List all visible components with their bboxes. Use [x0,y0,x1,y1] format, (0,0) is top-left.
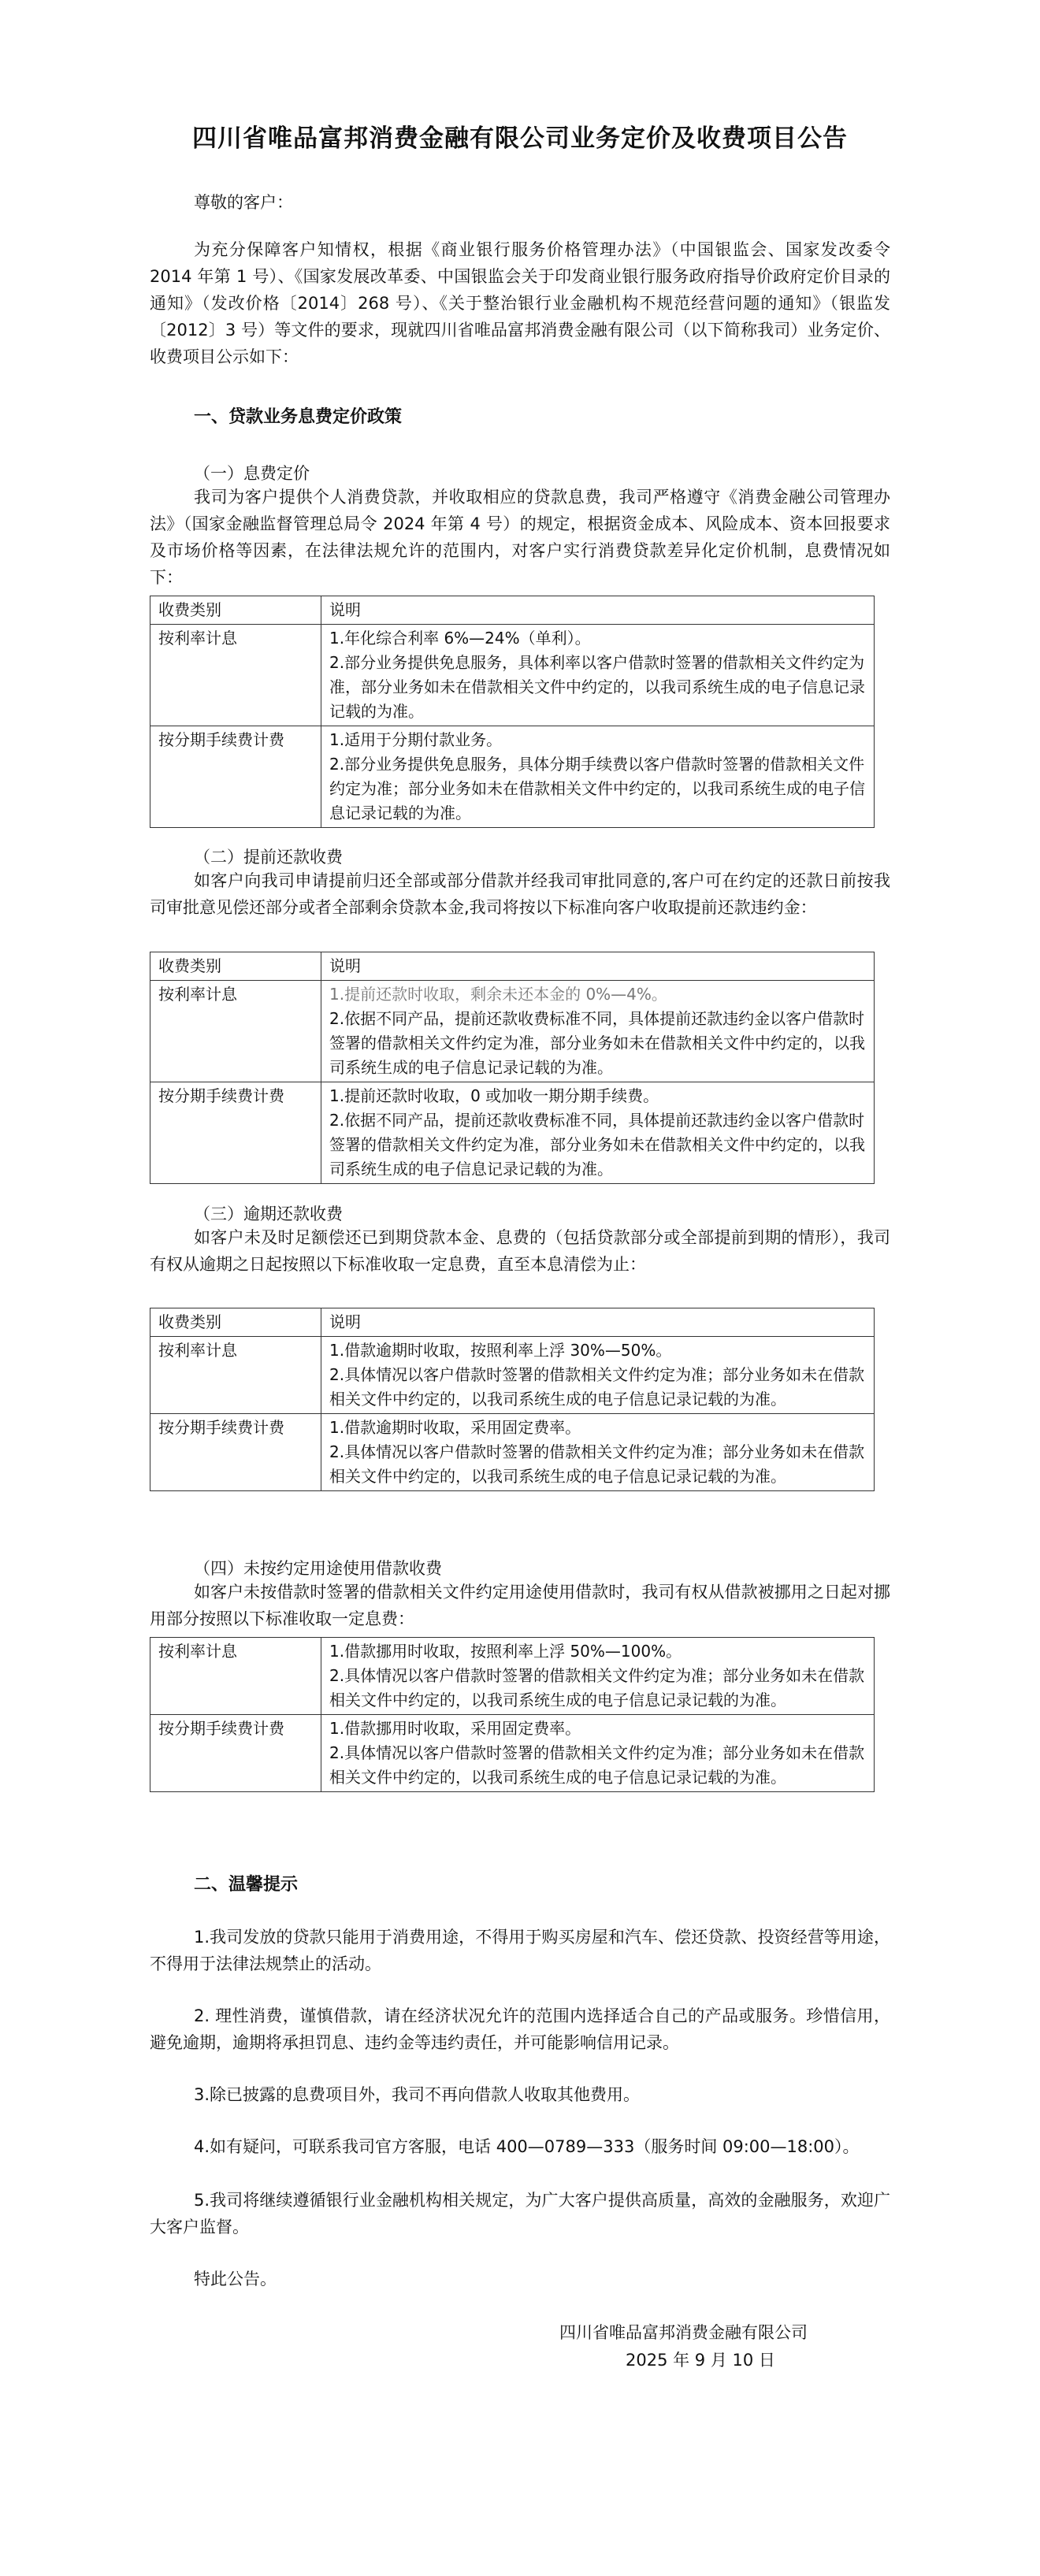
description-line: 2.具体情况以客户借款时签署的借款相关文件约定为准；部分业务如未在借款相关文件中约定的，以我司系统生成的电子信息记录记载的为准。 [329,1365,865,1409]
signature-company: 四川省唯品富邦消费金融有限公司 [559,2323,808,2342]
col-header-category: 收费类别 [150,952,321,981]
sub2-fee-table [150,952,875,1184]
description-line: 1.借款逾期时收取，采用固定费率。 [329,1418,581,1437]
description-line: 1.借款逾期时收取，按照利率上浮 30%—50%。 [329,1341,672,1360]
sub4-fee-table [150,1637,875,1792]
col-header-category: 收费类别 [150,596,321,625]
table-header-row [150,952,875,981]
row-description [321,1638,875,1715]
sub4-heading: （四）未按约定用途使用借款收费 [194,1559,442,1578]
greeting-text: 尊敬的客户： [194,193,293,212]
description-line: 2.依据不同产品，提前还款收费标准不同，具体提前还款违约金以客户借款时签署的借款相关文件约定为准，部分业务如未在借款相关文件中约定的，以我司系统生成的电子信息记录记载的为准。 [329,1009,865,1077]
col-header-description: 说明 [321,1308,875,1337]
sub3-paragraph: 如客户未及时足额偿还已到期贷款本金、息费的（包括贷款部分或全部提前到期的情形），我司有权从逾期之日起按照以下标准收取一定息费，直至本息清偿为止： [150,1228,890,1274]
table-row [150,1082,875,1184]
description-line: 1.借款挪用时收取，按照利率上浮 50%—100%。 [329,1642,682,1661]
tip-item-3: 3.除已披露的息费项目外，我司不再向借款人收取其他费用。 [194,2085,641,2104]
table-row [150,726,875,828]
row-category: 按利率计息 [150,981,321,1082]
col-header-category: 收费类别 [150,1308,321,1337]
sub2-paragraph: 如客户向我司申请提前归还全部或部分借款并经我司审批同意的,客户可在约定的还款日前按我司审批意见偿还部分或者全部剩余贷款本金,我司将按以下标准向客户收取提前还款违约金： [150,871,890,917]
col-header-description: 说明 [321,596,875,625]
sub4-paragraph: 如客户未按借款时签署的借款相关文件约定用途使用借款时，我司有权从借款被挪用之日起对挪用部分按照以下标准收取一定息费： [150,1583,890,1628]
description-line: 1.适用于分期付款业务。 [329,730,503,749]
row-category: 按利率计息 [150,1638,321,1715]
section1-heading: 一、贷款业务息费定价政策 [194,407,403,427]
row-description [321,625,875,726]
description-line: 1.提前还款时收取，剩余未还本金的 0%—4%。 [329,985,667,1004]
description-line: 2.依据不同产品，提前还款收费标准不同，具体提前还款违约金以客户借款时签署的借款相关文件约定为准，部分业务如未在借款相关文件中约定的，以我司系统生成的电子信息记录记载的为准。 [329,1111,865,1179]
row-category: 按分期手续费计费 [150,1414,321,1491]
table-row [150,1414,875,1491]
table-row [150,981,875,1082]
section2-heading: 二、温馨提示 [194,1875,299,1895]
row-category: 按利率计息 [150,625,321,726]
tip-item-2: 2. 理性消费，谨慎借款，请在经济状况允许的范围内选择适合自己的产品或服务。珍惜信用，避免逾期，逾期将承担罚息、违约金等违约责任，并可能影响信用记录。 [150,2006,890,2052]
description-line: 2.具体情况以客户借款时签署的借款相关文件约定为准；部分业务如未在借款相关文件中约定的，以我司系统生成的电子信息记录记载的为准。 [329,1743,865,1787]
sub3-fee-table [150,1308,875,1491]
table-header-row [150,596,875,625]
description-line: 2.具体情况以客户借款时签署的借款相关文件约定为准；部分业务如未在借款相关文件中约定的，以我司系统生成的电子信息记录记载的为准。 [329,1666,865,1709]
table-row [150,1337,875,1414]
row-description [321,981,875,1082]
row-description [321,1715,875,1792]
closing-text: 特此公告。 [194,2270,277,2288]
row-description [321,1414,875,1491]
intro-paragraph: 为充分保障客户知情权，根据《商业银行服务价格管理办法》（中国银监会、国家发改委令 2014 年第 1 号）、《国家发展改革委、中国银监会关于印发商业银行服务政府指导价政府定价目录的通知》（发改价格〔2014〕268 号）、《关于整治银行业金融机构不规范经营问题的通知》（银监发〔2012〕3 号）等文件的要求，现就四川省唯品富邦消费金融有限公司（以下简称我司）业务定价、收费项目公示如下： [150,240,890,366]
description-line: 2.部分业务提供免息服务，具体利率以客户借款时签署的借款相关文件约定为准，部分业务如未在借款相关文件中约定的，以我司系统生成的电子信息记录记载的为准。 [329,653,865,721]
description-line: 1.年化综合利率 6%—24%（单利）。 [329,629,591,648]
row-category: 按利率计息 [150,1337,321,1414]
description-line: 1.借款挪用时收取，采用固定费率。 [329,1719,581,1738]
description-line: 1.提前还款时收取，0 或加收一期分期手续费。 [329,1086,659,1105]
table-row [150,625,875,726]
description-line: 2.具体情况以客户借款时签署的借款相关文件约定为准；部分业务如未在借款相关文件中约定的，以我司系统生成的电子信息记录记载的为准。 [329,1442,865,1486]
row-description [321,1082,875,1184]
table-row [150,1715,875,1792]
tip-item-1: 1.我司发放的贷款只能用于消费用途，不得用于购买房屋和汽车、偿还贷款、投资经营等用途，不得用于法律法规禁止的活动。 [150,1928,890,1973]
signature-date: 2025 年 9 月 10 日 [626,2351,775,2370]
row-category: 按分期手续费计费 [150,1715,321,1792]
sub3-heading: （三）逾期还款收费 [194,1204,343,1223]
sub1-fee-table [150,596,875,828]
description-line: 2.部分业务提供免息服务，具体分期手续费以客户借款时签署的借款相关文件约定为准；部分业务如未在借款相关文件中约定的，以我司系统生成的电子信息记录记载的为准。 [329,755,865,822]
row-category: 按分期手续费计费 [150,726,321,828]
table-row [150,1638,875,1715]
page-title: 四川省唯品富邦消费金融有限公司业务定价及收费项目公告 [192,124,848,153]
sub2-heading: （二）提前还款收费 [194,848,343,867]
row-description [321,726,875,828]
row-description [321,1337,875,1414]
row-category: 按分期手续费计费 [150,1082,321,1184]
tip-item-5: 5.我司将继续遵循银行业金融机构相关规定，为广大客户提供高质量，高效的金融服务，欢迎广大客户监督。 [150,2191,890,2236]
tip-item-4: 4.如有疑问，可联系我司官方客服，电话 400—0789—333（服务时间 09:00—18:00）。 [194,2137,860,2156]
sub1-paragraph: 我司为客户提供个人消费贷款，并收取相应的贷款息费，我司严格遵守《消费金融公司管理办法》（国家金融监督管理总局令 2024 年第 4 号）的规定，根据资金成本、风险成本、资本回报要求及市场价格等因素，在法律法规允许的范围内，对客户实行消费贷款差异化定价机制，息费情况如下： [150,488,890,587]
table-header-row [150,1308,875,1337]
sub1-heading: （一）息费定价 [194,464,310,483]
greeting [150,189,890,216]
col-header-description: 说明 [321,952,875,981]
